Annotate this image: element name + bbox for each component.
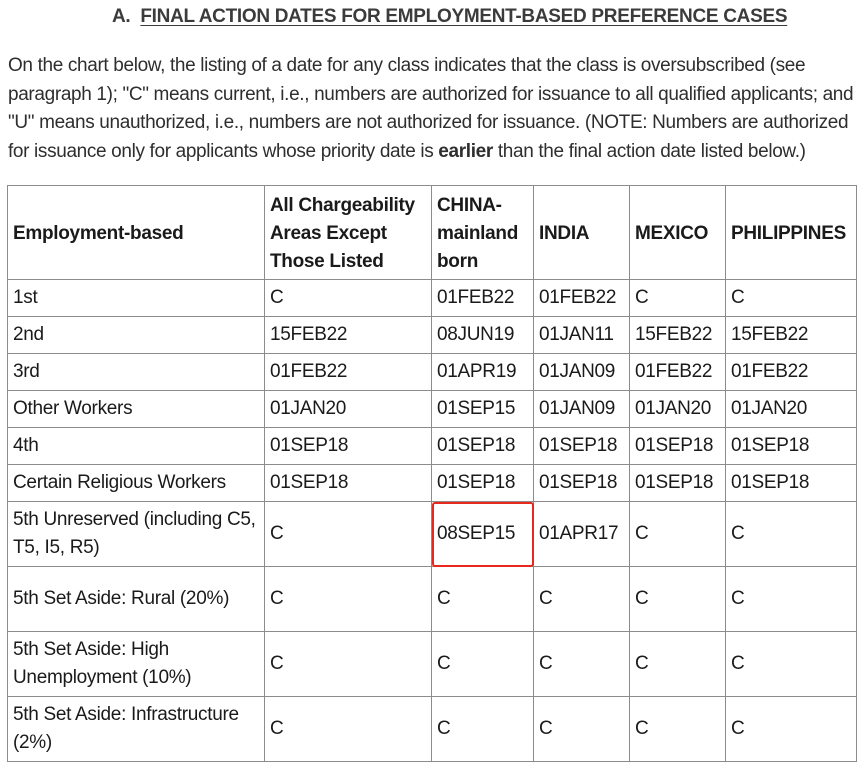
row-category: 5th Set Aside: Rural (20%)	[8, 567, 265, 632]
cell-all-chargeability: 01SEP18	[265, 428, 432, 465]
intro-text-end: than the final action date listed below.)	[492, 140, 806, 162]
cell-mexico: C	[630, 632, 726, 697]
cell-mexico: C	[630, 280, 726, 317]
cell-philippines: 15FEB22	[726, 317, 857, 354]
cell-china: 01SEP15	[432, 391, 534, 428]
table-row	[8, 280, 857, 317]
cell-philippines: 01FEB22	[726, 354, 857, 391]
cell-philippines: C	[726, 567, 857, 632]
section-letter: A.	[112, 6, 131, 27]
intro-bold-word: earlier	[438, 140, 493, 162]
cell-mexico: 01SEP18	[630, 428, 726, 465]
row-category: 5th Unreserved (including C5, T5, I5, R5)	[8, 502, 265, 567]
header-philippines: PHILIPPINES	[726, 186, 857, 280]
table-row	[8, 697, 857, 762]
table-row	[8, 502, 857, 567]
table-row	[8, 567, 857, 632]
cell-india: C	[534, 697, 630, 762]
cell-all-chargeability: 01JAN20	[265, 391, 432, 428]
row-category: 1st	[8, 280, 265, 317]
cell-philippines: C	[726, 502, 857, 567]
cell-india: 01JAN09	[534, 354, 630, 391]
header-row	[8, 186, 857, 280]
final-action-dates-table	[7, 185, 857, 762]
header-mexico: MEXICO	[630, 186, 726, 280]
row-category: 3rd	[8, 354, 265, 391]
cell-mexico: C	[630, 502, 726, 567]
table-row	[8, 391, 857, 428]
cell-china: 01SEP18	[432, 465, 534, 502]
cell-india: 01JAN09	[534, 391, 630, 428]
cell-china: C	[432, 632, 534, 697]
intro-text: On the chart below, the listing of a date for any class indicates that the class is oversubscribed (see paragraph 1); "C" means current, i.e., numbers are authorized for issuance to all qualified applicants; and "U" means unauthorized, i.e., numbers are not authorized for issuance. (NOTE: Numbers are authorized for issuance only for applicants whose priority date is	[8, 55, 854, 162]
cell-philippines: C	[726, 632, 857, 697]
row-category: 5th Set Aside: Infrastructure (2%)	[8, 697, 265, 762]
row-category: 2nd	[8, 317, 265, 354]
cell-all-chargeability: C	[265, 502, 432, 567]
section-heading	[112, 6, 787, 28]
cell-philippines: 01SEP18	[726, 465, 857, 502]
cell-all-chargeability: C	[265, 632, 432, 697]
table-row	[8, 632, 857, 697]
intro-paragraph	[8, 52, 860, 166]
cell-china-highlighted: 08SEP15	[432, 502, 534, 567]
table-body	[8, 280, 857, 762]
cell-all-chargeability: C	[265, 697, 432, 762]
cell-mexico: 15FEB22	[630, 317, 726, 354]
table-row	[8, 465, 857, 502]
cell-mexico: C	[630, 567, 726, 632]
cell-all-chargeability: C	[265, 280, 432, 317]
row-category: 4th	[8, 428, 265, 465]
cell-philippines: 01JAN20	[726, 391, 857, 428]
cell-mexico: C	[630, 697, 726, 762]
cell-mexico: 01FEB22	[630, 354, 726, 391]
row-category: Certain Religious Workers	[8, 465, 265, 502]
cell-china: 08JUN19	[432, 317, 534, 354]
cell-china: 01FEB22	[432, 280, 534, 317]
cell-mexico: 01JAN20	[630, 391, 726, 428]
cell-india: C	[534, 567, 630, 632]
cell-all-chargeability: 01FEB22	[265, 354, 432, 391]
header-china: CHINA-mainland born	[432, 186, 534, 280]
table-row	[8, 317, 857, 354]
cell-china: 01SEP18	[432, 428, 534, 465]
header-all-chargeability: All Chargeability Areas Except Those Listed	[265, 186, 432, 280]
section-title: FINAL ACTION DATES FOR EMPLOYMENT-BASED PREFERENCE CASES	[140, 6, 788, 27]
header-india: INDIA	[534, 186, 630, 280]
cell-india: 01JAN11	[534, 317, 630, 354]
cell-india: C	[534, 632, 630, 697]
row-category: 5th Set Aside: High Unemployment (10%)	[8, 632, 265, 697]
cell-philippines: C	[726, 697, 857, 762]
table-row	[8, 354, 857, 391]
cell-mexico: 01SEP18	[630, 465, 726, 502]
cell-all-chargeability: 01SEP18	[265, 465, 432, 502]
cell-china: C	[432, 697, 534, 762]
cell-india: 01APR17	[534, 502, 630, 567]
cell-india: 01SEP18	[534, 428, 630, 465]
table-row	[8, 428, 857, 465]
cell-china: 01APR19	[432, 354, 534, 391]
cell-china: C	[432, 567, 534, 632]
header-employment-based: Employment-based	[8, 186, 265, 280]
cell-all-chargeability: 15FEB22	[265, 317, 432, 354]
cell-all-chargeability: C	[265, 567, 432, 632]
cell-philippines: C	[726, 280, 857, 317]
cell-india: 01SEP18	[534, 465, 630, 502]
cell-philippines: 01SEP18	[726, 428, 857, 465]
cell-india: 01FEB22	[534, 280, 630, 317]
row-category: Other Workers	[8, 391, 265, 428]
